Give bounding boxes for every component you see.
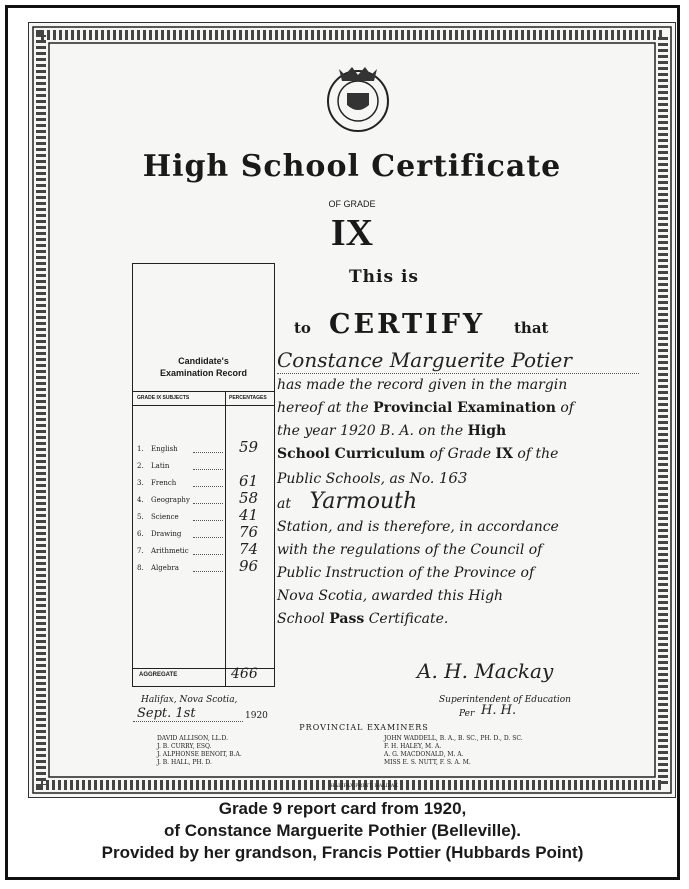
caption-line-2: of Constance Marguerite Pothier (Belleville).: [163, 821, 522, 840]
examiner-right-3: A. G. MACDONALD, M. A.: [384, 751, 464, 758]
subject-name: Arithmetic: [151, 547, 189, 555]
halifax-label: Halifax, Nova Scotia,: [141, 695, 238, 705]
certify-heading: CERTIFY: [329, 309, 486, 340]
date-written: Sept. 1st: [137, 706, 196, 721]
certificate-document: [28, 22, 676, 798]
record-heading-1: Candidate's: [178, 356, 229, 366]
name-underline: [277, 373, 639, 374]
year-value: 1920: [340, 423, 376, 439]
per-signature: H. H.: [481, 703, 517, 718]
subject-mark: 96: [239, 557, 259, 575]
body-line-7: Station, and is therefore, in accordance: [277, 519, 559, 535]
subject-name: Algebra: [151, 564, 179, 572]
subject-mark: 58: [239, 489, 259, 507]
subject-row: [133, 438, 274, 458]
to-label: to: [294, 319, 311, 337]
body-line-8: with the regulations of the Council of: [277, 542, 543, 558]
this-is-label: This is: [349, 267, 419, 287]
body-line-9: Public Instruction of the Province of: [277, 565, 535, 581]
subject-name: Geography: [151, 496, 190, 504]
examiners-left: [157, 735, 242, 767]
subject-name: Latin: [151, 462, 170, 470]
subject-name: French: [151, 479, 177, 487]
subject-number: 2.: [137, 462, 144, 470]
caption: [8, 798, 677, 864]
nova-scotia-seal-icon: [325, 61, 391, 133]
caption-line-3: Provided by her grandson, Francis Pottier (Hubbards Point): [101, 843, 584, 862]
grade-numeral: IX: [330, 212, 374, 254]
subject-number: 7.: [137, 547, 144, 555]
school-number: 163: [438, 469, 468, 487]
body-line-3: the year 1920 B. A. on the High: [277, 423, 507, 439]
examiner-left-3: J. ALPHONSE BENOIT, B.A.: [157, 751, 242, 758]
subject-number: 4.: [137, 496, 144, 504]
subject-mark: 59: [239, 438, 259, 456]
col-subjects-header: GRADE IX SUBJECTS: [137, 395, 190, 401]
subject-name: English: [151, 445, 178, 453]
body-line-6: at Yarmouth: [277, 489, 418, 514]
subject-number: 8.: [137, 564, 144, 572]
per-label: Per: [459, 709, 475, 719]
place-value: Yarmouth: [309, 489, 418, 514]
body-line-2: hereof at the Provincial Examination of: [277, 400, 574, 416]
of-grade-label: OF GRADE: [328, 199, 376, 209]
subject-name: Science: [151, 513, 179, 521]
body-line-11: School Pass Certificate.: [277, 611, 449, 627]
certificate-title: High School Certificate: [142, 149, 562, 184]
subject-mark: 61: [239, 472, 259, 490]
examiner-right-4: MISS E. S. NUTT, F. S. A. M.: [384, 759, 471, 766]
superintendent-label: Superintendent of Education: [439, 695, 571, 705]
subject-mark: 76: [239, 523, 259, 541]
candidate-name: Constance Marguerite Potier: [277, 348, 572, 372]
subject-mark: 41: [239, 506, 259, 524]
outer-frame: [5, 5, 680, 880]
year-printed: 1920: [245, 711, 268, 721]
caption-line-1: Grade 9 report card from 1920,: [218, 799, 467, 818]
subject-number: 1.: [137, 445, 144, 453]
examiners-right: [384, 735, 523, 767]
examiner-right-2: F. H. HALEY, M. A.: [384, 743, 442, 750]
examiner-left-1: DAVID ALLISON, LL.D.: [157, 735, 229, 742]
subject-number: 6.: [137, 530, 144, 538]
subject-number: 3.: [137, 479, 144, 487]
superintendent-signature: A. H. Mackay: [417, 659, 554, 683]
examiner-left-4: J. B. HALL, PH. D.: [157, 759, 212, 766]
body-line-5: Public Schools, as No. 163: [277, 469, 468, 487]
that-label: that: [514, 319, 549, 337]
subject-mark: 74: [239, 540, 259, 558]
examiners-title: PROVINCIAL EXAMINERS: [299, 723, 429, 732]
printer-line: HALIFAX PRINT, HALIFAX: [330, 783, 398, 789]
body-line-4: School Curriculum of Grade IX of the: [277, 446, 559, 462]
aggregate-label: AGGREGATE: [139, 672, 178, 678]
subject-row: [133, 557, 274, 577]
subject-number: 5.: [137, 513, 144, 521]
aggregate-value: 466: [231, 666, 258, 682]
record-heading-2: Examination Record: [159, 368, 248, 378]
body-line-10: Nova Scotia, awarded this High: [277, 588, 504, 604]
body-line-1: has made the record given in the margin: [277, 377, 568, 393]
examiner-left-2: J. B. CURRY, ESQ.: [157, 743, 212, 750]
col-percentages-header: PERCENTAGES: [229, 395, 267, 401]
examiner-right-1: JOHN WADDELL, B. A., B. SC., PH. D., D. SC.: [384, 735, 523, 742]
subject-name: Drawing: [151, 530, 182, 538]
examination-record-table: [132, 263, 275, 687]
